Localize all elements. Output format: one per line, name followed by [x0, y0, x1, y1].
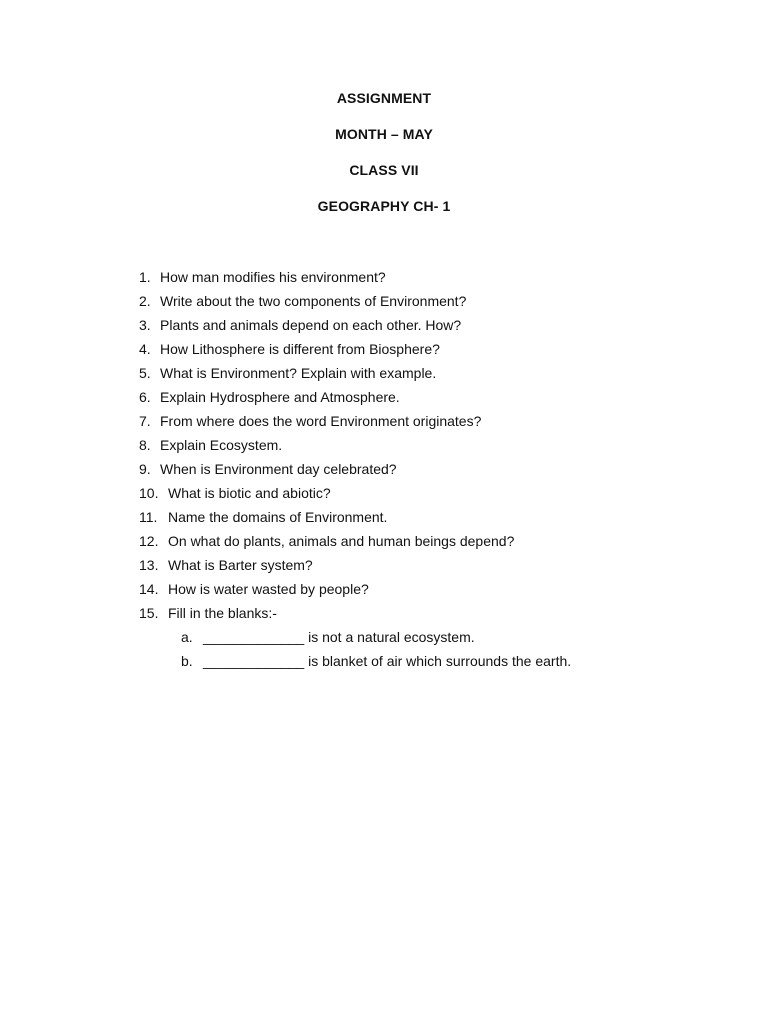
question-text: How Lithosphere is different from Biosphere?: [160, 341, 440, 357]
question-text: Name the domains of Environment.: [168, 509, 388, 525]
question-text: What is Environment? Explain with example.: [160, 365, 437, 381]
fill-blank-text: _____________ is blanket of air which surrounds the earth.: [203, 653, 572, 669]
question-item: [0, 411, 768, 435]
fill-blank-item: [0, 627, 768, 651]
question-number: 8.: [139, 437, 151, 453]
question-text: Explain Hydrosphere and Atmosphere.: [160, 389, 400, 405]
question-number: 13.: [139, 557, 159, 573]
question-number: 3.: [139, 317, 151, 333]
question-text: On what do plants, animals and human beings depend?: [168, 533, 515, 549]
question-text: Explain Ecosystem.: [160, 437, 283, 453]
fill-blank-text: _____________ is not a natural ecosystem.: [203, 629, 475, 645]
question-number: 1.: [139, 269, 151, 285]
question-number: 10.: [139, 485, 159, 501]
question-number: 6.: [139, 389, 151, 405]
question-text: Fill in the blanks:-: [168, 605, 277, 621]
question-number: 4.: [139, 341, 151, 357]
question-item: [0, 267, 768, 291]
question-text: Write about the two components of Environment?: [160, 293, 467, 309]
question-number: 7.: [139, 413, 151, 429]
question-item: [0, 459, 768, 483]
question-item: [0, 339, 768, 363]
question-text: Plants and animals depend on each other. How?: [160, 317, 462, 333]
question-text: How man modifies his environment?: [160, 269, 386, 285]
question-text: When is Environment day celebrated?: [160, 461, 397, 477]
question-item: [0, 291, 768, 315]
question-number: 15.: [139, 605, 159, 621]
subject-heading: GEOGRAPHY CH- 1: [317, 198, 451, 214]
class-heading: CLASS VII: [349, 162, 419, 178]
question-item: [0, 603, 768, 627]
month-heading: MONTH – MAY: [335, 126, 433, 142]
question-item: [0, 483, 768, 507]
question-item: [0, 315, 768, 339]
question-number: 12.: [139, 533, 159, 549]
question-item: [0, 579, 768, 603]
question-list: [0, 267, 768, 675]
question-number: 9.: [139, 461, 151, 477]
question-text: What is biotic and abiotic?: [168, 485, 331, 501]
question-number: 14.: [139, 581, 159, 597]
question-item: [0, 435, 768, 459]
question-number: 5.: [139, 365, 151, 381]
question-text: How is water wasted by people?: [168, 581, 369, 597]
fill-blank-item: [0, 651, 768, 675]
question-text: What is Barter system?: [168, 557, 313, 573]
question-number: 11.: [139, 509, 158, 525]
question-item: [0, 507, 768, 531]
question-number: 2.: [139, 293, 151, 309]
fill-blank-letter: a.: [181, 629, 193, 645]
question-item: [0, 531, 768, 555]
question-item: [0, 555, 768, 579]
question-item: [0, 363, 768, 387]
question-item: [0, 387, 768, 411]
fill-blank-letter: b.: [181, 653, 193, 669]
assignment-title: ASSIGNMENT: [336, 90, 432, 106]
question-text: From where does the word Environment originates?: [160, 413, 482, 429]
